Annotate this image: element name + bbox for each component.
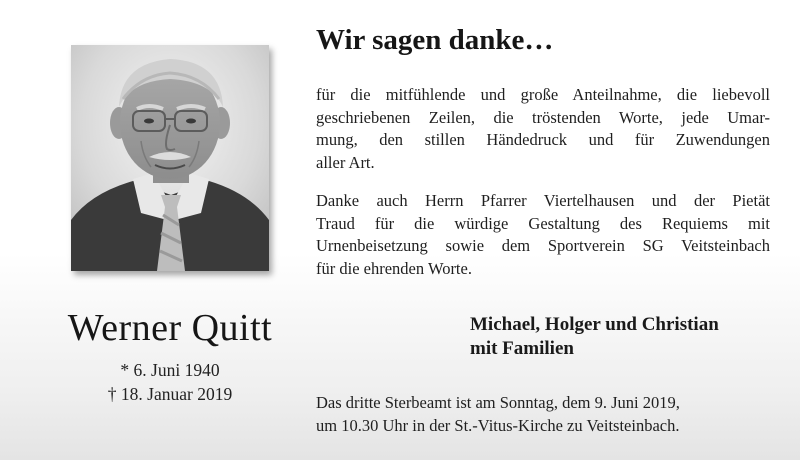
paragraph-line: Traud für die würdige Gestaltung des Requiems mit (316, 213, 770, 233)
signers (470, 313, 719, 361)
birth-date: * 6. Juni 1940 (120, 360, 220, 380)
thanks-paragraph-2 (316, 190, 770, 280)
signers-line-2: mit Familien (470, 338, 574, 359)
portrait-photo-frame (71, 45, 269, 271)
notice-line: um 10.30 Uhr in der St.-Vitus-Kirche zu Veitsteinbach. (316, 415, 680, 435)
paragraph-line: mung, den stillen Händedruck und für Zuwendungen (316, 130, 770, 149)
paragraph-line: geschriebenen Zeilen, die tröstenden Worte, jede Umar- (316, 107, 770, 127)
page-title: Wir sagen danke… (316, 24, 554, 56)
deceased-name: Werner Quitt (67, 307, 273, 349)
portrait-photo (71, 45, 269, 271)
signers-line-1: Michael, Holger und Christian (470, 314, 719, 335)
paragraph-line: Danke auch Herrn Pfarrer Viertelhausen und der Pietät (316, 191, 770, 210)
deceased-dates (0, 358, 340, 406)
paragraph-line: Urnenbeisetzung sowie dem Sportverein SG Veitsteinbach (316, 236, 770, 255)
notice-line: Das dritte Sterbeamt ist am Sonntag, dem 9. Juni 2019, (316, 393, 680, 412)
paragraph-line: für die mitfühlende und große Anteilnahme, die liebevoll (316, 85, 770, 104)
death-date: † 18. Januar 2019 (107, 384, 233, 404)
paragraph-line: aller Art. (316, 152, 375, 172)
service-notice (316, 392, 776, 437)
paragraph-line: für die ehrenden Worte. (316, 258, 472, 278)
thanks-paragraph-1 (316, 84, 770, 174)
